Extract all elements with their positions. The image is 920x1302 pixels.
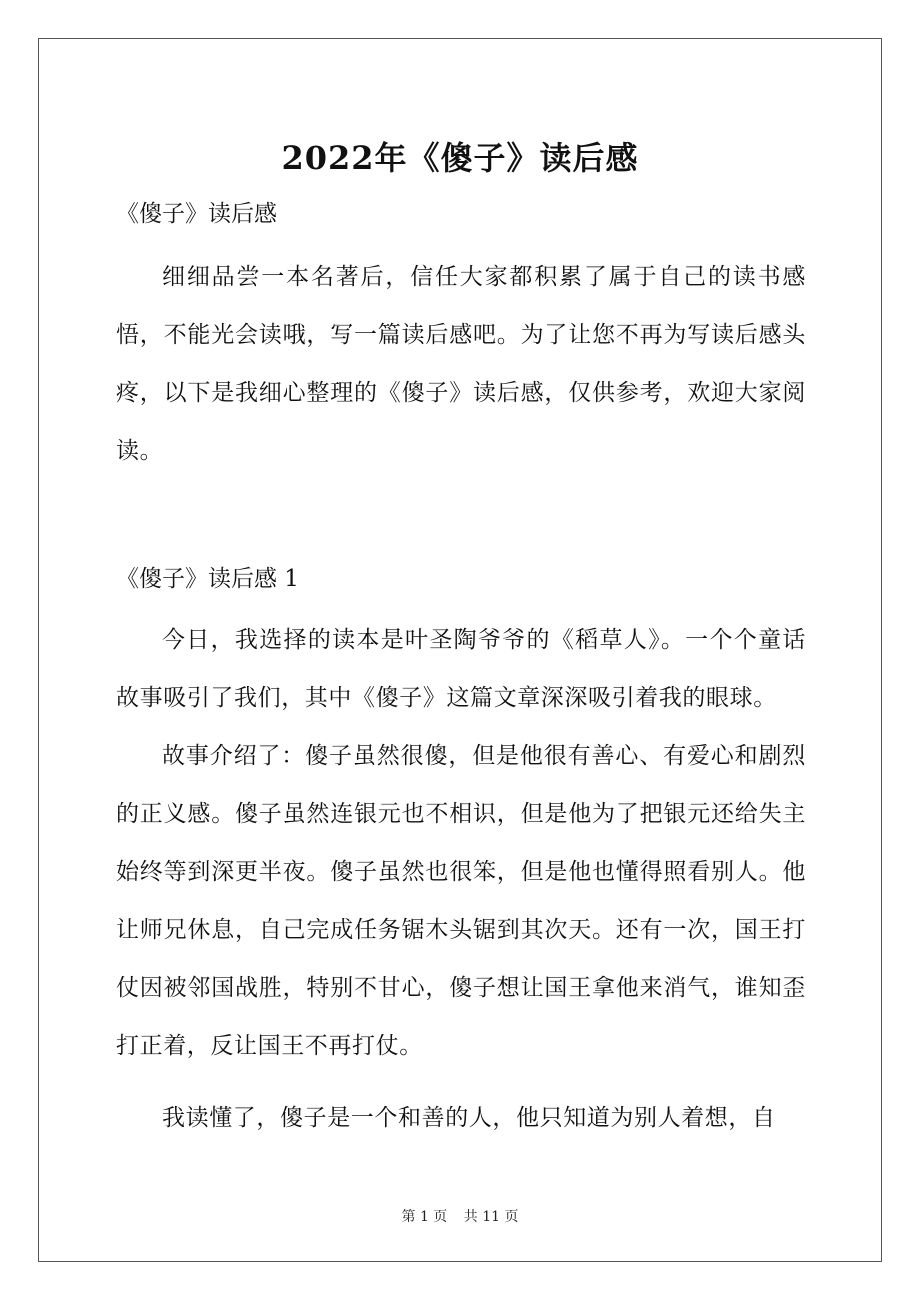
essay-heading: 《傻子》读后感 1 bbox=[116, 566, 299, 592]
essay-paragraph: 故事介绍了：傻子虽然很傻，但是他很有善心、有爱心和剧烈的正义感。傻子虽然连银元也不相识，但是他为了把银元还给失主始终等到深更半夜。傻子虽然也很笨，但是他也懂得照看别人。他让师兄休息，自己完成任务锯木头锯到其次天。还有一次，国王打仗因被邻国战胜，特别不甘心，傻子想让国王拿他来消气，谁知歪打正着，反让国王不再打仗。 bbox=[116, 743, 806, 1059]
essay-paragraph: 今日，我选择的读本是叶圣陶爷爷的《稻草人》。一个个童话故事吸引了我们，其中《傻子》这篇文章深深吸引着我的眼球。 bbox=[116, 627, 806, 711]
document-title: 2022年《傻子》读后感 bbox=[281, 139, 639, 178]
intro-paragraph: 细细品尝一本名著后，信任大家都积累了属于自己的读书感悟，不能光会读哦，写一篇读后感吧。为了让您不再为写读后感头疼，以下是我细心整理的《傻子》读后感，仅供参考，欢迎大家阅读。 bbox=[116, 264, 806, 464]
essay-paragraph: 我读懂了，傻子是一个和善的人，他只知道为别人着想，自 bbox=[162, 1105, 776, 1131]
section-heading: 《傻子》读后感 bbox=[116, 201, 277, 227]
page-footer bbox=[0, 1206, 920, 1226]
page-number: 第 1 页 bbox=[401, 1209, 448, 1225]
page-total: 共 11 页 bbox=[463, 1209, 519, 1225]
